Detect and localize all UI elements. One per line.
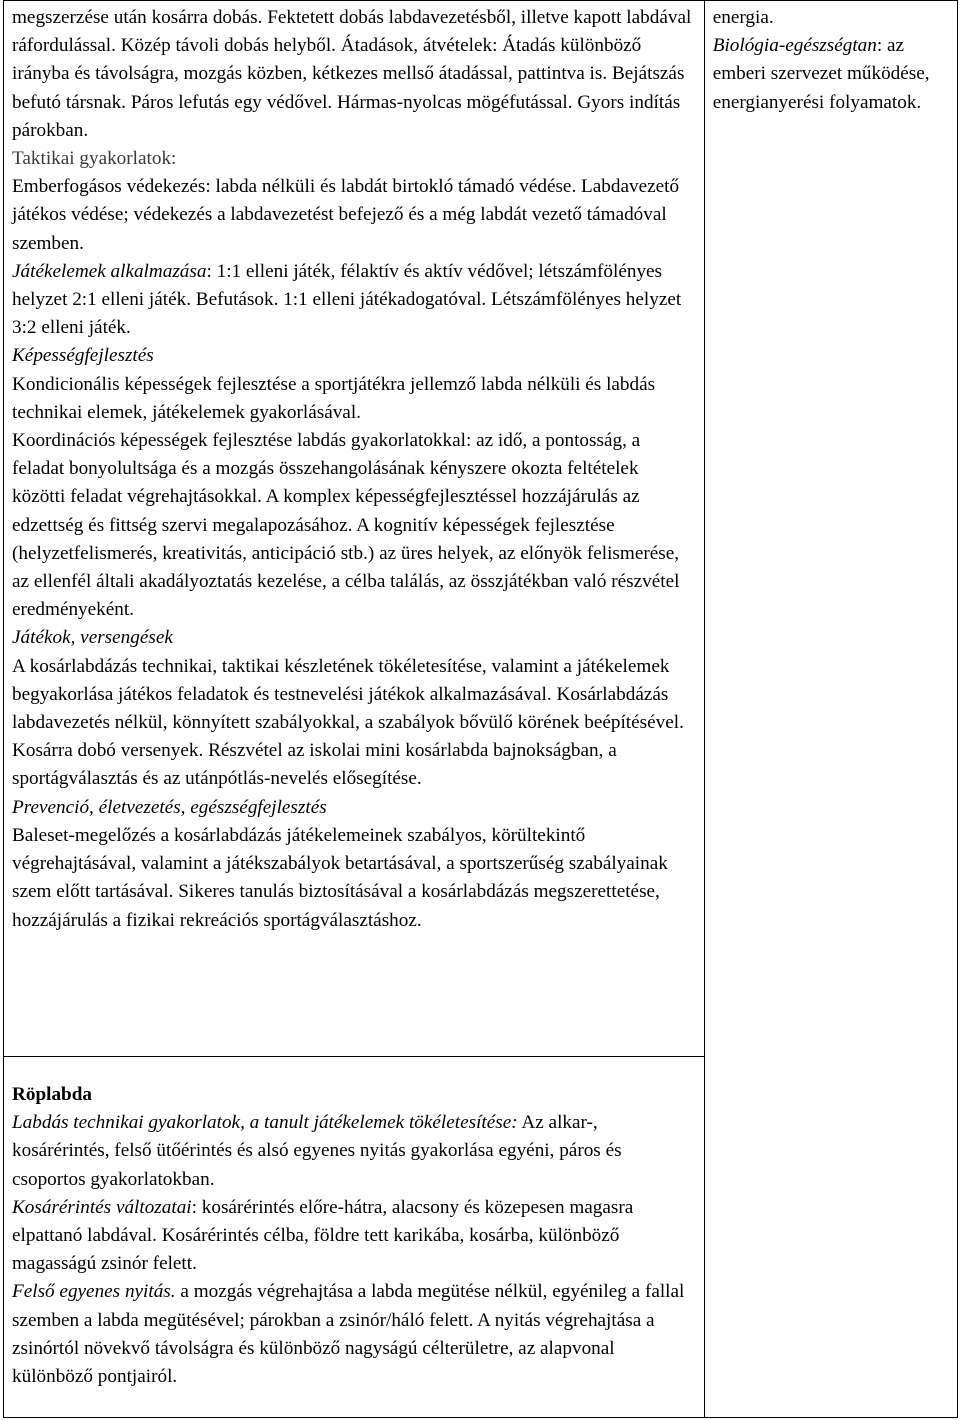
labdas-paragraph bbox=[12, 1109, 696, 1194]
curriculum-table bbox=[3, 0, 958, 1418]
labdas-label: Labdás technikai gyakorlatok, a tanult játékelemek tökéletesítése: bbox=[12, 1112, 518, 1134]
jatekok-text: A kosárlabdázás technikai, taktikai készletének tökéletesítése, valamint a játékelemek begyakorlása játékos feladatok és testnevelési játékok alkalmazásával. Kosárlabdázás labdavezetés nélkül, könnyített szabályokkal, a szabályok bővülő körének beépítésével. Kosárra dobó versenyek. Részvétel az iskolai mini kosárlabda bajnokságban, a sportágválasztás és az utánpótlás-nevelés elősegítése. bbox=[12, 655, 684, 790]
felso-label: Felső egyenes nyitás. bbox=[12, 1281, 176, 1303]
felso-paragraph bbox=[12, 1278, 696, 1391]
jatekelemek-label: Játékelemek alkalmazása bbox=[12, 260, 207, 282]
intro-paragraph: megszerzése után kosárra dobás. Fektetett dobás labdavezetésből, illetve kapott labdával ráfordulással. Közép távoli dobás helyből. Átadások, átvételek: Átadás különböző irányba és távolságra, mozgás közben, kétkezes mellső átadással, pattintva is. Bejátszás befutó társnak. Páros lefutás egy védővel. Hármas-nyolcas mögéfutással. Gyors indítás párokban. bbox=[12, 7, 692, 141]
jatekelemek-text: : 1:1 elleni játék, félaktív és aktív védővel; létszámfölényes helyzet 2:1 elleni játék. Befutások. 1:1 elleni játékadogatóval. Létszámfölényes helyzet 3:2 elleni játék. bbox=[12, 260, 682, 339]
prevencio-label: Prevenció, életvezetés, egészségfejlesztés bbox=[12, 796, 327, 818]
kepesseg-paragraph-1: Kondicionális képességek fejlesztése a sportjátékra jellemző labda nélküli és labdás technikai elemek, játékelemek gyakorlásával. bbox=[12, 373, 656, 423]
kosar-label: Kosárérintés változatai bbox=[12, 1196, 192, 1218]
kepesseg-paragraph-2: Koordinációs képességek fejlesztése labdás gyakorlatokkal: az idő, a pontosság, a feladat bonyolultsága és a mozgás összehangolásának kényszere okozta feltételek közötti feladat végrehajtásokkal. A komplex képességfejlesztéssel hozzájárulás az edzettség és fittség szervi megalapozásához. A kognitív képességek fejlesztése (helyzetfelismerés, kreativitás, anticipáció stb.) az üres helyek, az előnyök felismerése, az ellenfél általi akadályoztatás kezelése, a célba találás, az összjátékban való részvétel eredményeként. bbox=[12, 430, 680, 621]
upper-row bbox=[4, 1, 958, 1057]
side-energia: energia. bbox=[712, 7, 774, 28]
kepesseg-label: Képességfejlesztés bbox=[12, 345, 154, 367]
labdas-text: Az alkar-, kosárérintés, felső ütőérintés és alsó egyenes nyitás gyakorlása egyéni, páros és csoportos gyakorlatokban. bbox=[12, 1112, 622, 1190]
kosar-text: : kosárérintés előre-hátra, alacsony és közepesen magasra elpattanó labdával. Kosárérintés célba, földre tett karikába, kosárba, különböző magasságú zsinór felett. bbox=[12, 1196, 634, 1275]
side-bio-colon: : bbox=[876, 35, 883, 57]
jatekelemek-paragraph bbox=[12, 258, 696, 343]
jatekok-label: Játékok, versengések bbox=[12, 627, 173, 649]
lower-main-cell bbox=[4, 1057, 705, 1418]
side-cell bbox=[704, 1, 957, 1418]
upper-main-cell bbox=[4, 1, 705, 1057]
taktikai-label: Taktikai gyakorlatok: bbox=[12, 148, 177, 170]
prevencio-text: Baleset-megelőzés a kosárlabdázás játékelemeinek szabályos, körültekintő végrehajtásával, valamint a játékszabályok betartásával, a sportszerűség szabályainak szem előtt tartásával. Sikeres tanulás biztosításával a kosárlabdázás megszerettetése, hozzájárulás a fizikai rekreációs sportágválasztáshoz. bbox=[12, 824, 668, 931]
side-bio-label: Biológia-egészségtan bbox=[712, 35, 877, 57]
side-bio-paragraph bbox=[713, 32, 951, 117]
section-heading: Röplabda bbox=[12, 1084, 92, 1105]
felso-text: a mozgás végrehajtása a labda megütése nélkül, egyénileg a fallal szemben a labda megütésével; párokban a zsinór/háló felett. A nyitás végrehajtása a zsinórtól növekvő távolságra és különböző nagyságú célterületre, az alapvonal különböző pontjairól. bbox=[12, 1281, 685, 1388]
kosar-paragraph bbox=[12, 1194, 696, 1279]
side-bio-text: az emberi szervezet működése, energianyerési folyamatok. bbox=[712, 35, 930, 113]
taktikai-text: Emberfogásos védekezés: labda nélküli és labdát birtokló támadó védése. Labdavezető játékos védése; védekezés a labdavezetést befejező és a még labdát vezető támadóval szemben. bbox=[12, 176, 680, 254]
